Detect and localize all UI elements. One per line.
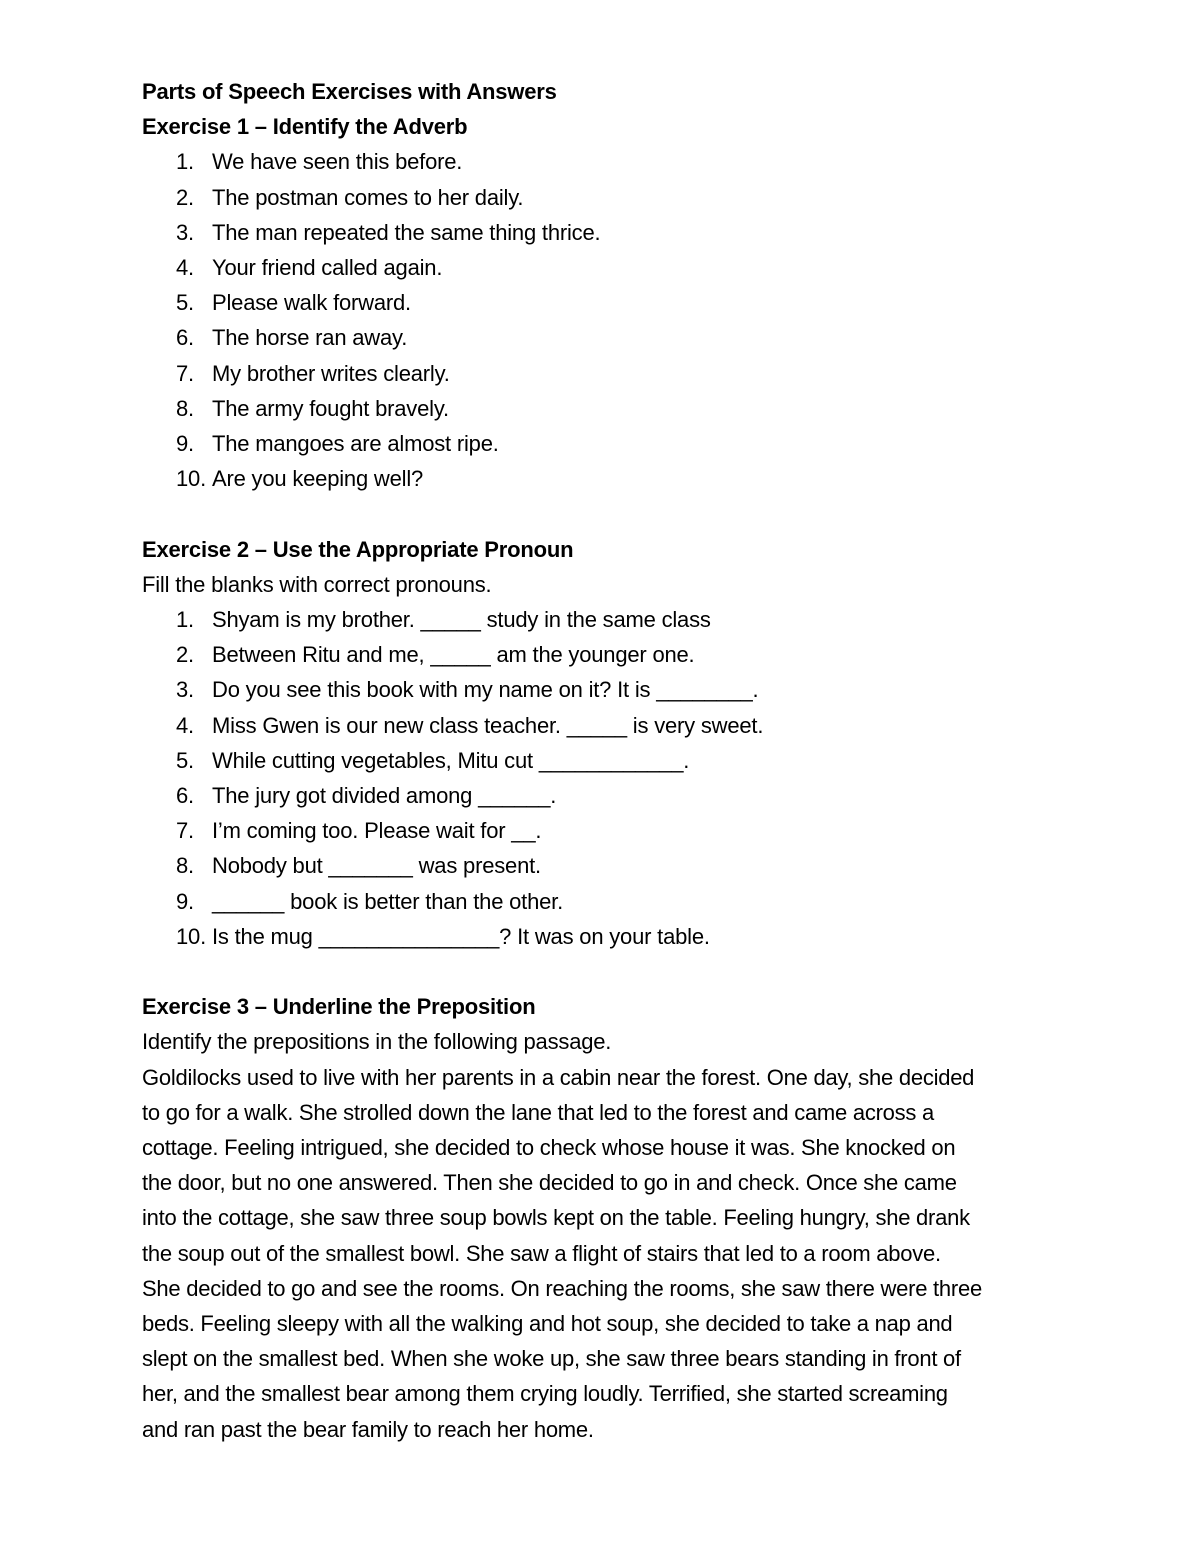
list-item: [142, 144, 1072, 179]
item-number: 7.: [176, 360, 194, 386]
list-item: [142, 285, 1072, 320]
item-text: Are you keeping well?: [212, 466, 424, 492]
item-number: 3.: [176, 219, 194, 245]
list-item: [142, 320, 1072, 355]
item-text: I’m coming too. Please wait for __.: [212, 818, 542, 844]
passage-line: slept on the smallest bed. When she woke up, she saw three bears standing in front of: [142, 1346, 961, 1372]
passage-line: the door, but no one answered. Then she decided to go in and check. Once she came: [142, 1170, 957, 1196]
exercise2-list: [142, 602, 1072, 954]
passage-line: cottage. Feeling intrigued, she decided to check whose house it was. She knocked on: [142, 1135, 956, 1161]
passage-line: the soup out of the smallest bowl. She saw a flight of stairs that led to a room above.: [142, 1240, 941, 1266]
item-number: 3.: [176, 677, 194, 703]
list-item: [142, 215, 1072, 250]
section-spacer: [142, 954, 1072, 989]
document-page: [142, 74, 1072, 1447]
passage-line: beds. Feeling sleepy with all the walking and hot soup, she decided to take a nap and: [142, 1311, 953, 1337]
list-item: [142, 180, 1072, 215]
item-number: 9.: [176, 431, 194, 457]
item-number: 2.: [176, 184, 194, 210]
list-item: [142, 778, 1072, 813]
item-text: While cutting vegetables, Mitu cut ____________.: [212, 747, 690, 773]
passage-line: and ran past the bear family to reach her home.: [142, 1416, 594, 1442]
item-text: Your friend called again.: [212, 255, 443, 281]
item-number: 10.: [176, 466, 206, 492]
item-text: Do you see this book with my name on it? It is ________.: [212, 677, 759, 703]
list-item: [142, 356, 1072, 391]
item-number: 6.: [176, 783, 194, 809]
list-item: [142, 672, 1072, 707]
item-number: 9.: [176, 888, 194, 914]
list-item: [142, 637, 1072, 672]
item-text: The horse ran away.: [212, 325, 408, 351]
passage-line: into the cottage, she saw three soup bowls kept on the table. Feeling hungry, she drank: [142, 1205, 970, 1231]
item-number: 8.: [176, 395, 194, 421]
item-text: Miss Gwen is our new class teacher. _____ is very sweet.: [212, 712, 764, 738]
passage-line: to go for a walk. She strolled down the lane that led to the forest and came across a: [142, 1099, 934, 1125]
exercise1-list: [142, 144, 1072, 496]
item-text: My brother writes clearly.: [212, 360, 450, 386]
item-number: 1.: [176, 607, 194, 633]
item-number: 10.: [176, 923, 206, 949]
exercise3-instruction: Identify the prepositions in the following passage.: [142, 1029, 612, 1055]
item-number: 7.: [176, 818, 194, 844]
item-text: The army fought bravely.: [212, 395, 449, 421]
list-item: [142, 602, 1072, 637]
item-text: The postman comes to her daily.: [212, 184, 524, 210]
item-text: Nobody but _______ was present.: [212, 853, 541, 879]
section-spacer: [142, 496, 1072, 531]
item-text: Shyam is my brother. _____ study in the same class: [212, 607, 711, 633]
item-number: 1.: [176, 149, 194, 175]
list-item: [142, 813, 1072, 848]
list-item: [142, 426, 1072, 461]
document-title: Parts of Speech Exercises with Answers: [142, 79, 557, 104]
item-text: The jury got divided among ______.: [212, 783, 557, 809]
passage-line: She decided to go and see the rooms. On reaching the rooms, she saw there were three: [142, 1275, 982, 1301]
list-item: [142, 884, 1072, 919]
item-text: Please walk forward.: [212, 290, 411, 316]
list-item: [142, 391, 1072, 426]
item-number: 4.: [176, 712, 194, 738]
list-item: [142, 743, 1072, 778]
passage-line: her, and the smallest bear among them crying loudly. Terrified, she started screaming: [142, 1381, 948, 1407]
item-text: ______ book is better than the other.: [212, 888, 563, 914]
item-number: 8.: [176, 853, 194, 879]
item-number: 5.: [176, 747, 194, 773]
item-text: Between Ritu and me, _____ am the younger one.: [212, 642, 695, 668]
exercise2-heading: Exercise 2 – Use the Appropriate Pronoun: [142, 536, 574, 562]
item-number: 6.: [176, 325, 194, 351]
list-item: [142, 919, 1072, 954]
exercise3-passage: [142, 1060, 1072, 1447]
list-item: [142, 848, 1072, 883]
exercise1-heading: Exercise 1 – Identify the Adverb: [142, 114, 468, 140]
exercise3-heading: Exercise 3 – Underline the Preposition: [142, 994, 536, 1020]
list-item: [142, 461, 1072, 496]
item-number: 4.: [176, 255, 194, 281]
item-number: 5.: [176, 290, 194, 316]
item-text: The man repeated the same thing thrice.: [212, 219, 601, 245]
list-item: [142, 708, 1072, 743]
exercise2-instruction: Fill the blanks with correct pronouns.: [142, 571, 492, 597]
passage-line: Goldilocks used to live with her parents in a cabin near the forest. One day, she decided: [142, 1064, 975, 1090]
list-item: [142, 250, 1072, 285]
item-text: The mangoes are almost ripe.: [212, 431, 499, 457]
item-text: Is the mug _______________? It was on your table.: [212, 923, 710, 949]
item-number: 2.: [176, 642, 194, 668]
item-text: We have seen this before.: [212, 149, 463, 175]
